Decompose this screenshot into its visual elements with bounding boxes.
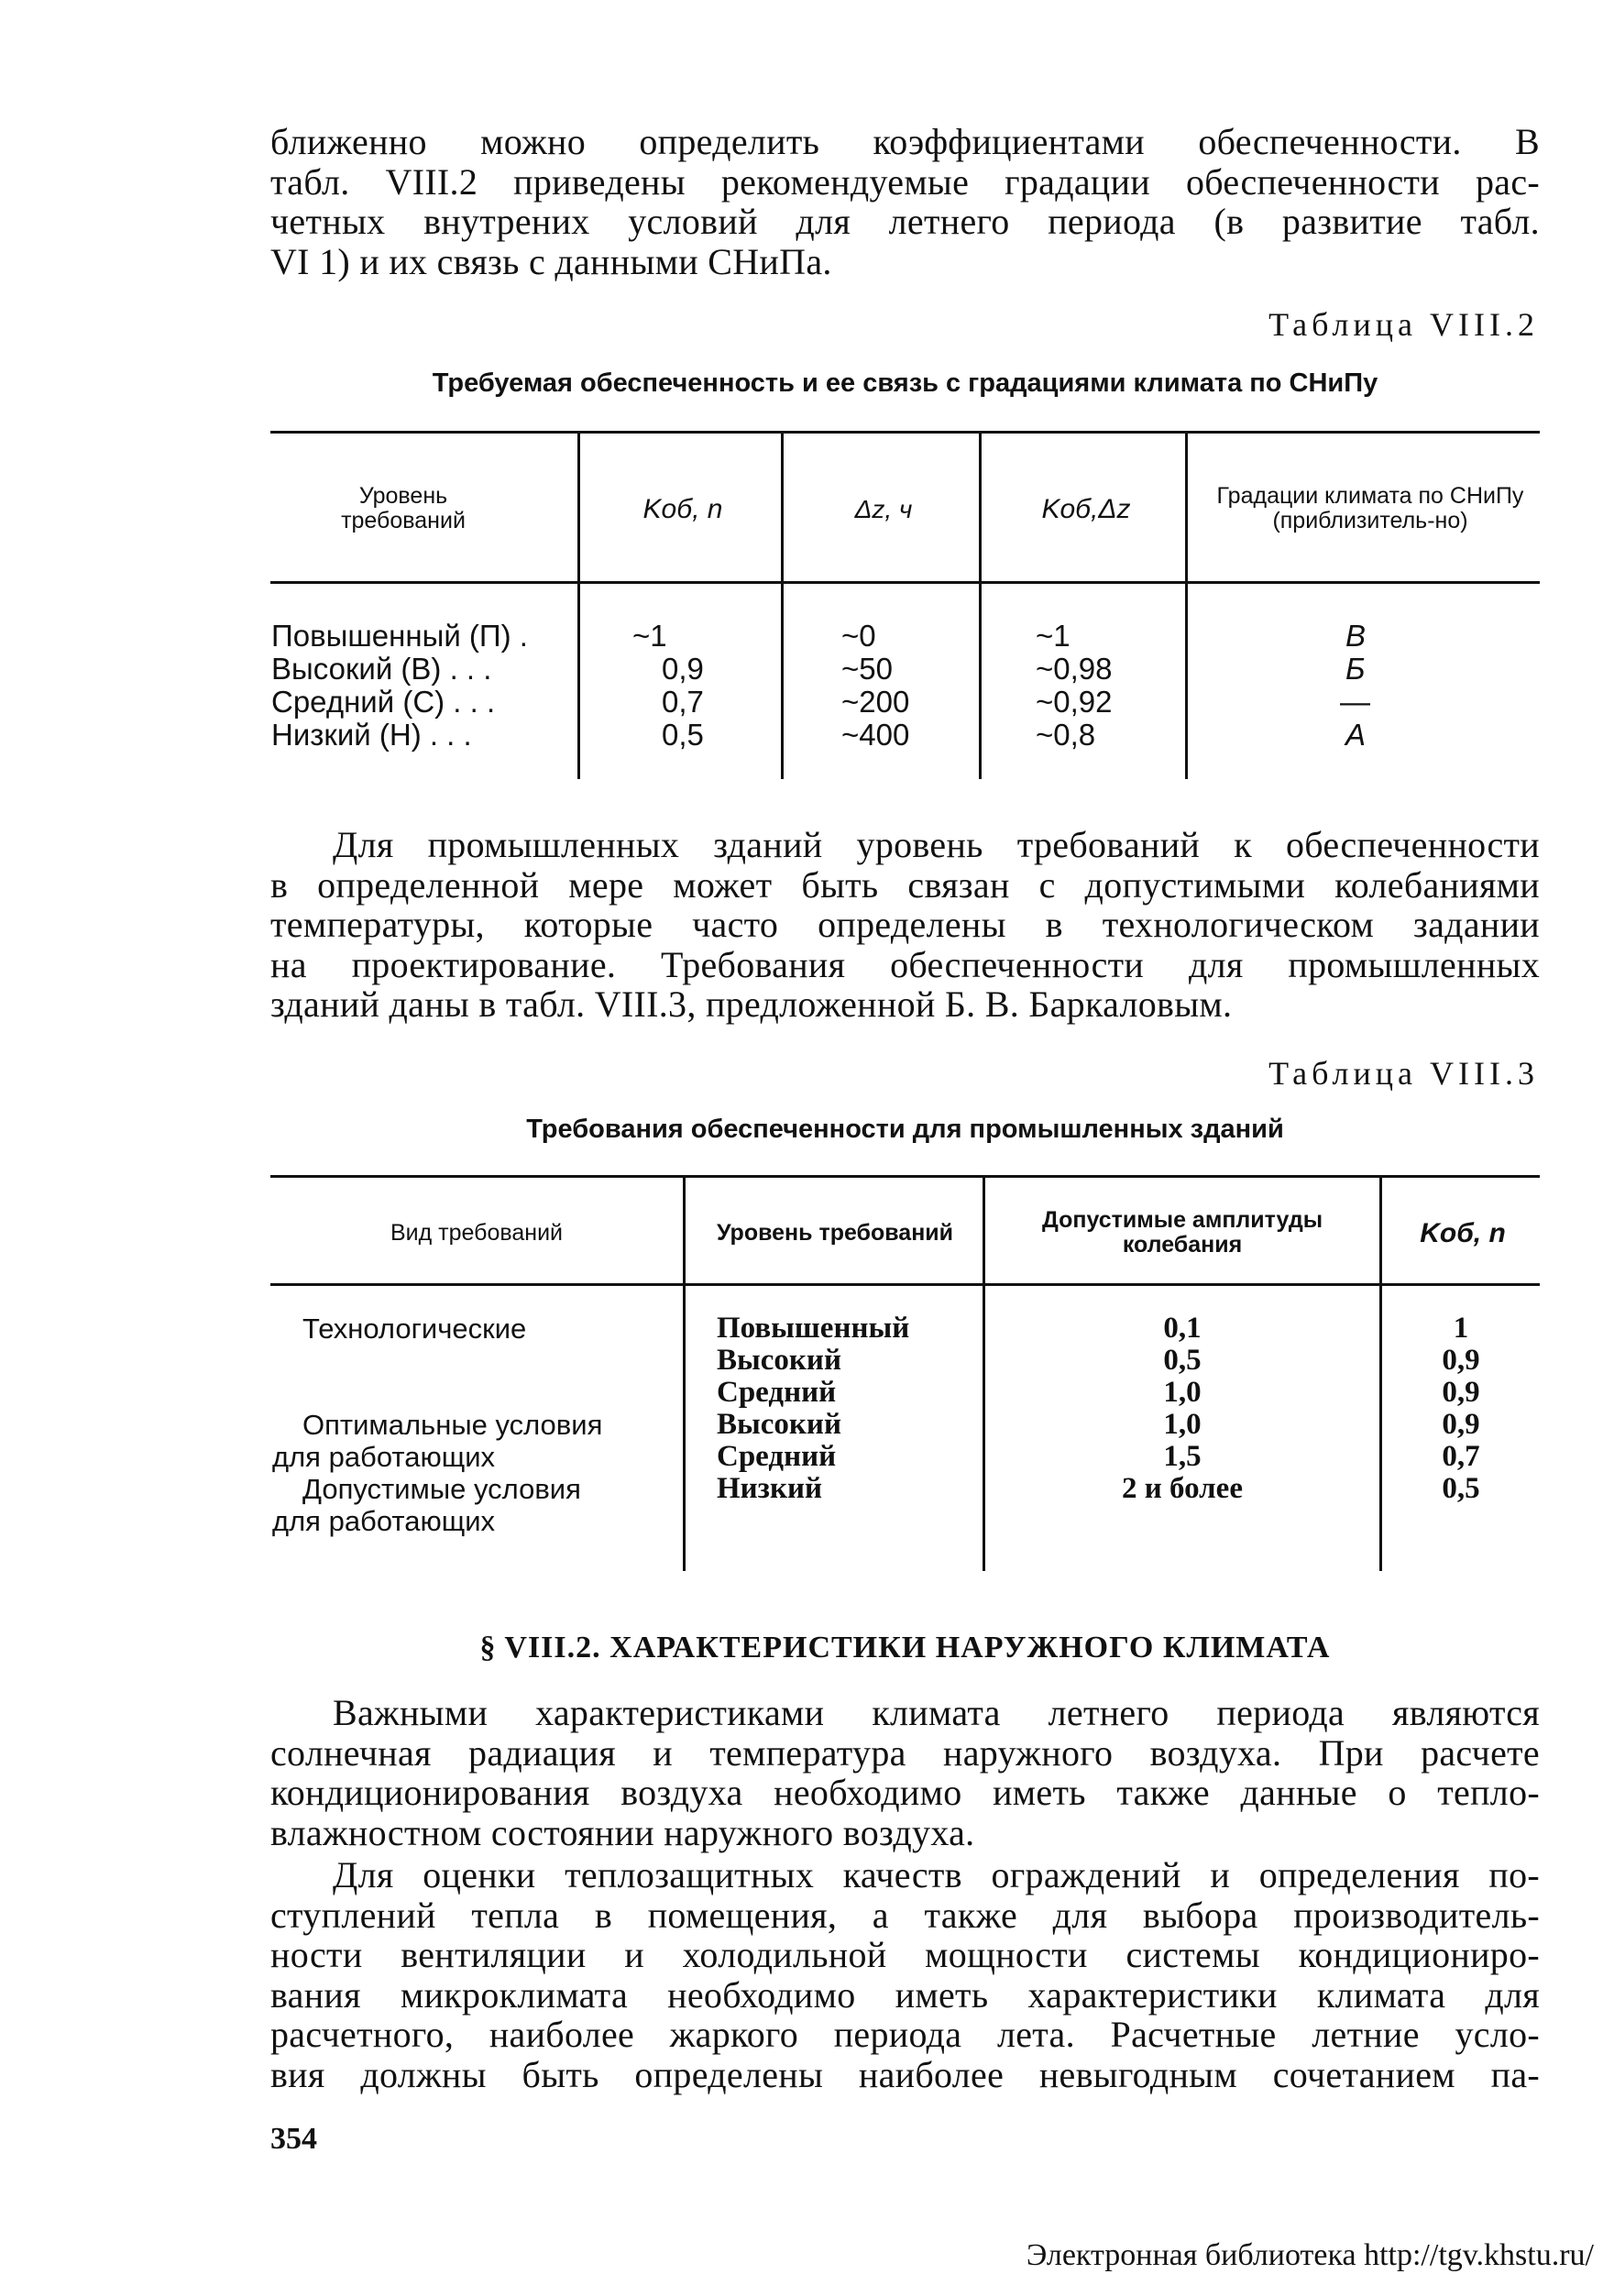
table-cell: ~400 [841, 718, 910, 752]
column-header: Допустимые амплитуды колебания [1041, 1207, 1323, 1258]
table-cell: 0,9 [1442, 1408, 1480, 1441]
table-cell: 1 [1453, 1312, 1469, 1345]
table-caption: Требования обеспеченности для промышленных зданий [526, 1115, 1284, 1144]
table-cell: Средний [717, 1376, 837, 1409]
table-cell: ~200 [841, 685, 910, 719]
text-line: расчетного, наиболее жаркого периода лета. Расчетные летние усло- [270, 2014, 1540, 2055]
text-line: кондиционирования воздуха необходимо иметь также данные о тепло- [270, 1772, 1540, 1813]
column-divider [577, 431, 580, 779]
table-cell: 1,5 [1163, 1440, 1202, 1473]
table-cell: 0,9 [1442, 1376, 1480, 1409]
text-line: четных внутрених условий для летнего периода (в развитие табл. [270, 201, 1540, 242]
table-cell: ~50 [841, 652, 893, 686]
paragraph [270, 1693, 1540, 1852]
column-header: Kоб,Δz [1041, 493, 1131, 524]
table-cell: 0,5 [662, 718, 704, 752]
text-line: в определенной мере может быть связан с допустимыми колебаниями [270, 863, 1540, 906]
paragraph [270, 825, 1540, 1025]
table-cell: 0,9 [662, 652, 704, 686]
table-cell: ~0,92 [1036, 685, 1113, 719]
text-line: зданий даны в табл. VIII.3, предложенной Б. В. Баркаловым. [270, 983, 1233, 1025]
table-cell: Высокий (В) . . . [271, 652, 492, 686]
table-cell: ~1 [1036, 619, 1071, 653]
table-cell: — [1340, 685, 1370, 719]
table-cell: Б [1345, 652, 1366, 686]
table-cell: ~0 [841, 619, 876, 653]
table-cell: 2 и более [1122, 1472, 1243, 1505]
page-number: 354 [270, 2122, 317, 2156]
table-cell: 0,9 [1442, 1344, 1480, 1377]
table-cell: ~0,98 [1036, 652, 1113, 686]
table-cell: В [1345, 619, 1367, 653]
table-cell: 1,0 [1163, 1376, 1202, 1409]
table-cell: 0,7 [1442, 1440, 1480, 1473]
table-label: Таблица VIII.2 [1268, 306, 1539, 343]
text-line: ближенно можно определить коэффициентами обеспеченности. В [270, 121, 1540, 162]
table-cell: Повышенный (П) . [271, 619, 528, 653]
table-cell: 0,7 [662, 685, 704, 719]
section-heading: § VIII.2. ХАРАКТЕРИСТИКИ НАРУЖНОГО КЛИМАТА [479, 1631, 1331, 1664]
text-line: на проектирование. Требования обеспеченности для промышленных [270, 943, 1540, 985]
column-header: Вид требований [390, 1219, 563, 1246]
text-line: Важными характеристиками климата летнего периода являются [333, 1692, 1540, 1733]
column-header: Kоб, n [642, 493, 723, 524]
table-cell: ~1 [632, 619, 667, 653]
table-cell: Средний (С) . . . [271, 685, 496, 719]
table-cell: Высокий [717, 1408, 841, 1441]
table-header-rule [270, 1283, 1540, 1286]
table-cell: Средний [717, 1440, 837, 1473]
text-line: вания микроклимата необходимо иметь характеристики климата для [270, 1973, 1540, 2016]
table-cell: Допустимые условия [302, 1473, 581, 1505]
text-line: температуры, которые часто определены в технологическом задании [270, 904, 1540, 945]
column-header: Уровень требований [341, 483, 466, 533]
table-cell: А [1345, 718, 1367, 752]
paragraph [270, 1855, 1540, 2094]
table-label: Таблица VIII.3 [1268, 1055, 1539, 1092]
table-cell: для работающих [272, 1441, 496, 1473]
table-top-rule [270, 1175, 1540, 1178]
text-line: ступлений тепла в помещения, а также для выбора производитель- [270, 1894, 1540, 1936]
text-line: Для промышленных зданий уровень требований к обеспеченности [333, 824, 1540, 865]
table-cell: Оптимальные условия [302, 1409, 603, 1441]
footer-link[interactable]: Электронная библиотека http://tgv.khstu.ru/ [1026, 2238, 1594, 2272]
text-line: табл. VIII.2 приведены рекомендуемые градации обеспеченности рас- [270, 160, 1540, 203]
table-cell: 1,0 [1163, 1408, 1202, 1441]
table-cell: Высокий [717, 1344, 841, 1377]
column-header: Δz, ч [854, 494, 913, 523]
text-line: ности вентиляции и холодильной мощности системы кондициониро- [270, 1934, 1540, 1975]
text-line: вия должны быть определены наиболее невыгодным сочетанием па- [270, 2053, 1540, 2095]
column-divider [979, 431, 982, 779]
table-cell: ~0,8 [1036, 718, 1096, 752]
column-header: Уровень требований [716, 1219, 954, 1246]
table-cell: Низкий (Н) . . . [271, 718, 472, 752]
table-cell: Технологические [302, 1313, 527, 1345]
text-line: VI 1) и их связь с данными СНиПа. [270, 240, 832, 282]
table-cell: Повышенный [717, 1312, 910, 1345]
intro-paragraph [270, 122, 1540, 281]
table-cell: Низкий [717, 1472, 822, 1505]
column-divider [683, 1175, 686, 1571]
table-header-rule [270, 581, 1540, 584]
table-cell: 0,5 [1442, 1472, 1480, 1505]
text-line: Для оценки теплозащитных качеств ограждений и определения по- [333, 1854, 1540, 1895]
column-header: Kоб, n [1420, 1217, 1506, 1248]
table-cell: 0,5 [1163, 1344, 1202, 1377]
table-caption: Требуемая обеспеченность и ее связь с градациями климата по СНиПу [432, 368, 1378, 398]
table-cell: для работающих [272, 1505, 496, 1537]
text-line: солнечная радиация и температура наружного воздуха. При расчете [270, 1731, 1540, 1774]
column-divider [781, 431, 784, 779]
table-cell: 0,1 [1163, 1312, 1202, 1345]
table-top-rule [270, 431, 1540, 434]
column-header: Градации климата по СНиПу (приблизитель-но) [1216, 483, 1524, 533]
text-line: влажностном состоянии наружного воздуха. [270, 1811, 975, 1853]
column-divider [1185, 431, 1188, 779]
